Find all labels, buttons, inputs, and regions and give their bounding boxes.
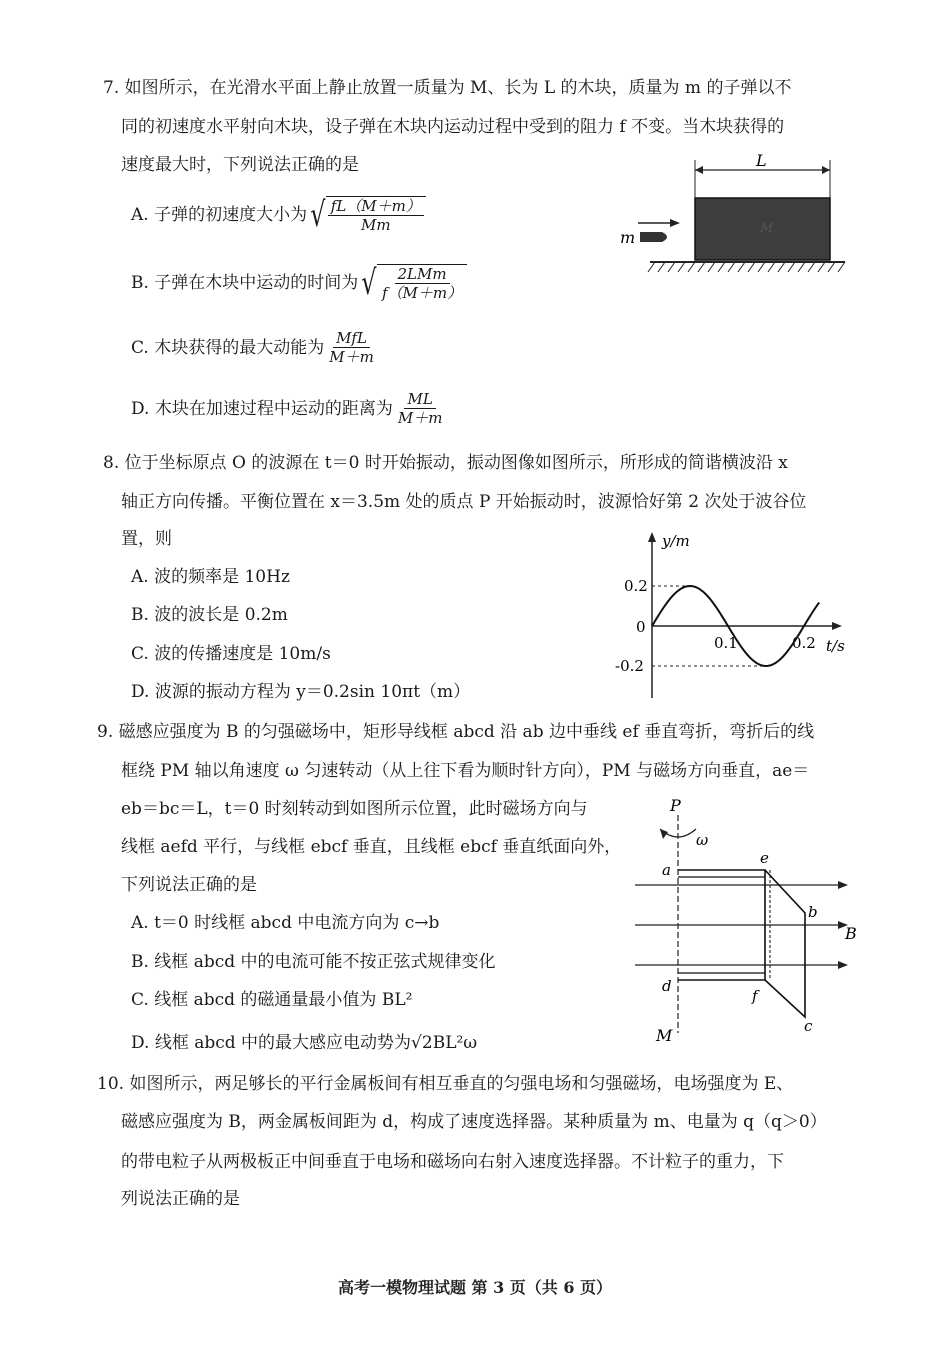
q10-stem-line2: 磁感应强度为 B，两金属板间距为 d，构成了速度选择器。某种质量为 m、电量为 q（q＞0） <box>121 1112 827 1132</box>
q9-label-c: c <box>804 1017 813 1035</box>
q7-option-b-num: 2LMm <box>395 265 450 284</box>
q7-option-d <box>131 390 447 427</box>
q7-option-c-num: MfL <box>333 329 370 348</box>
q7-stem-line2: 同的初速度水平射向木块，设子弹在木块内运动过程中受到的阻力 f 不变。当木块获得的 <box>121 117 785 137</box>
q9-label-f: f <box>752 987 758 1005</box>
q9-stem-line4: 线框 aefd 平行，与线框 ebcf 垂直，且线框 ebcf 垂直纸面向外， <box>121 837 622 857</box>
q9-label-e: e <box>760 849 769 867</box>
q9-stem-line2: 框绕 PM 轴以角速度 ω 匀速转动（从上往下看为顺时针方向），PM 与磁场方向垂直，ae＝ <box>121 761 810 781</box>
q8-x-axis-label: t/s <box>826 637 845 655</box>
q7-figure <box>610 150 860 280</box>
q7-bullet <box>640 232 667 242</box>
q9-stem-line3: eb＝bc＝L，t＝0 时刻转动到如图所示位置，此时磁场方向与 <box>121 799 588 819</box>
q9-label-b: b <box>808 903 818 921</box>
q8-ytick-zero: 0 <box>636 618 646 636</box>
q10-stem-line3: 的带电粒子从两极板正中间垂直于电场和磁场向右射入速度选择器。不计粒子的重力，下 <box>121 1152 784 1172</box>
q7-option-a-sqrt: √ $\frac{fL(M+m)}{Mm}$ <box>307 196 426 234</box>
page-footer: 高考一模物理试题 第 3 页（共 6 页） <box>337 1278 613 1297</box>
q9-option-d: D. 线框 abcd 中的最大感应电动势为√2BL²ω <box>131 1033 478 1053</box>
q8-option-c: C. 波的传播速度是 10m/s <box>131 644 331 664</box>
q9-stem-line5: 下列说法正确的是 <box>121 875 257 895</box>
q8-xtick-0-2: 0.2 <box>792 634 816 652</box>
q9-label-d: d <box>662 977 672 995</box>
q7-option-c-den: M＋m <box>329 348 374 366</box>
q7-option-a-den: Mm <box>361 216 391 234</box>
q8-vibration-chart <box>610 528 860 708</box>
q9-frame-ebcf <box>765 870 805 1017</box>
q9-option-c: C. 线框 abcd 的磁通量最小值为 BL² <box>131 990 413 1010</box>
q7-label-L: L <box>756 151 767 170</box>
q7-label-M: M <box>760 221 774 236</box>
q7-option-b-text: B. 子弹在木块中运动的时间为 <box>131 273 359 293</box>
q8-option-a: A. 波的频率是 10Hz <box>131 567 290 587</box>
q9-label-B: B <box>845 924 857 943</box>
q7-stem-line1: 7. 如图所示，在光滑水平面上静止放置一质量为 M、长为 L 的木块，质量为 m 的子弹以不 <box>103 78 792 98</box>
q7-option-c <box>131 329 379 366</box>
q8-xtick-0-1: 0.1 <box>714 634 738 652</box>
q9-label-a: a <box>662 861 671 879</box>
q8-ytick-min: -0.2 <box>615 657 644 675</box>
q7-option-d-num: ML <box>404 390 435 409</box>
q9-label-M: M <box>656 1026 673 1045</box>
q7-option-a <box>131 196 426 234</box>
q10-stem-line1: 10. 如图所示，两足够长的平行金属板间有相互垂直的匀强电场和匀强磁场，电场强度为 E、 <box>97 1074 794 1094</box>
q7-option-a-num: fL（M＋m） <box>328 197 424 216</box>
q10-stem-line4: 列说法正确的是 <box>121 1189 240 1209</box>
q8-y-axis-label: y/m <box>662 532 690 550</box>
q7-option-b-den: f（M＋m） <box>381 284 463 302</box>
q7-stem-line3: 速度最大时，下列说法正确的是 <box>121 155 359 175</box>
q9-option-b: B. 线框 abcd 中的电流可能不按正弦式规律变化 <box>131 952 496 972</box>
q9-figure <box>630 795 870 1050</box>
q8-stem-line2: 轴正方向传播。平衡位置在 x＝3.5m 处的质点 P 开始振动时，波源恰好第 2 次处于波谷位 <box>121 492 807 512</box>
q9-label-P: P <box>670 796 681 815</box>
q8-option-d: D. 波源的振动方程为 y＝0.2sin 10πt（m） <box>131 682 471 702</box>
q7-option-b-sqrt: √ $\frac{\text{2LMm}}{f(M+m)}$ <box>358 264 467 302</box>
q7-option-a-text: A. 子弹的初速度大小为 <box>131 205 308 225</box>
q8-ytick-max: 0.2 <box>624 577 648 595</box>
q7-label-m: m <box>620 228 636 247</box>
q7-option-c-text: C. 木块获得的最大动能为 <box>131 337 325 358</box>
q8-stem-line1: 8. 位于坐标原点 O 的波源在 t＝0 时开始振动，振动图像如图所示，所形成的简谐横波沿 x <box>103 453 788 473</box>
q7-option-d-den: M＋m <box>397 409 443 427</box>
q9-stem-line1: 9. 磁感应强度为 B 的匀强磁场中，矩形导线框 abcd 沿 ab 边中垂线 ef 垂直弯折，弯折后的线 <box>97 722 815 742</box>
q8-option-b: B. 波的波长是 0.2m <box>131 605 288 625</box>
q7-option-d-text: D. 木块在加速过程中运动的距离为 <box>131 398 393 419</box>
q8-stem-line3: 置，则 <box>121 529 172 549</box>
q9-label-omega: ω <box>696 831 709 849</box>
q9-option-a: A. t＝0 时线框 abcd 中电流方向为 c→b <box>131 913 440 933</box>
q7-option-b <box>131 264 467 302</box>
